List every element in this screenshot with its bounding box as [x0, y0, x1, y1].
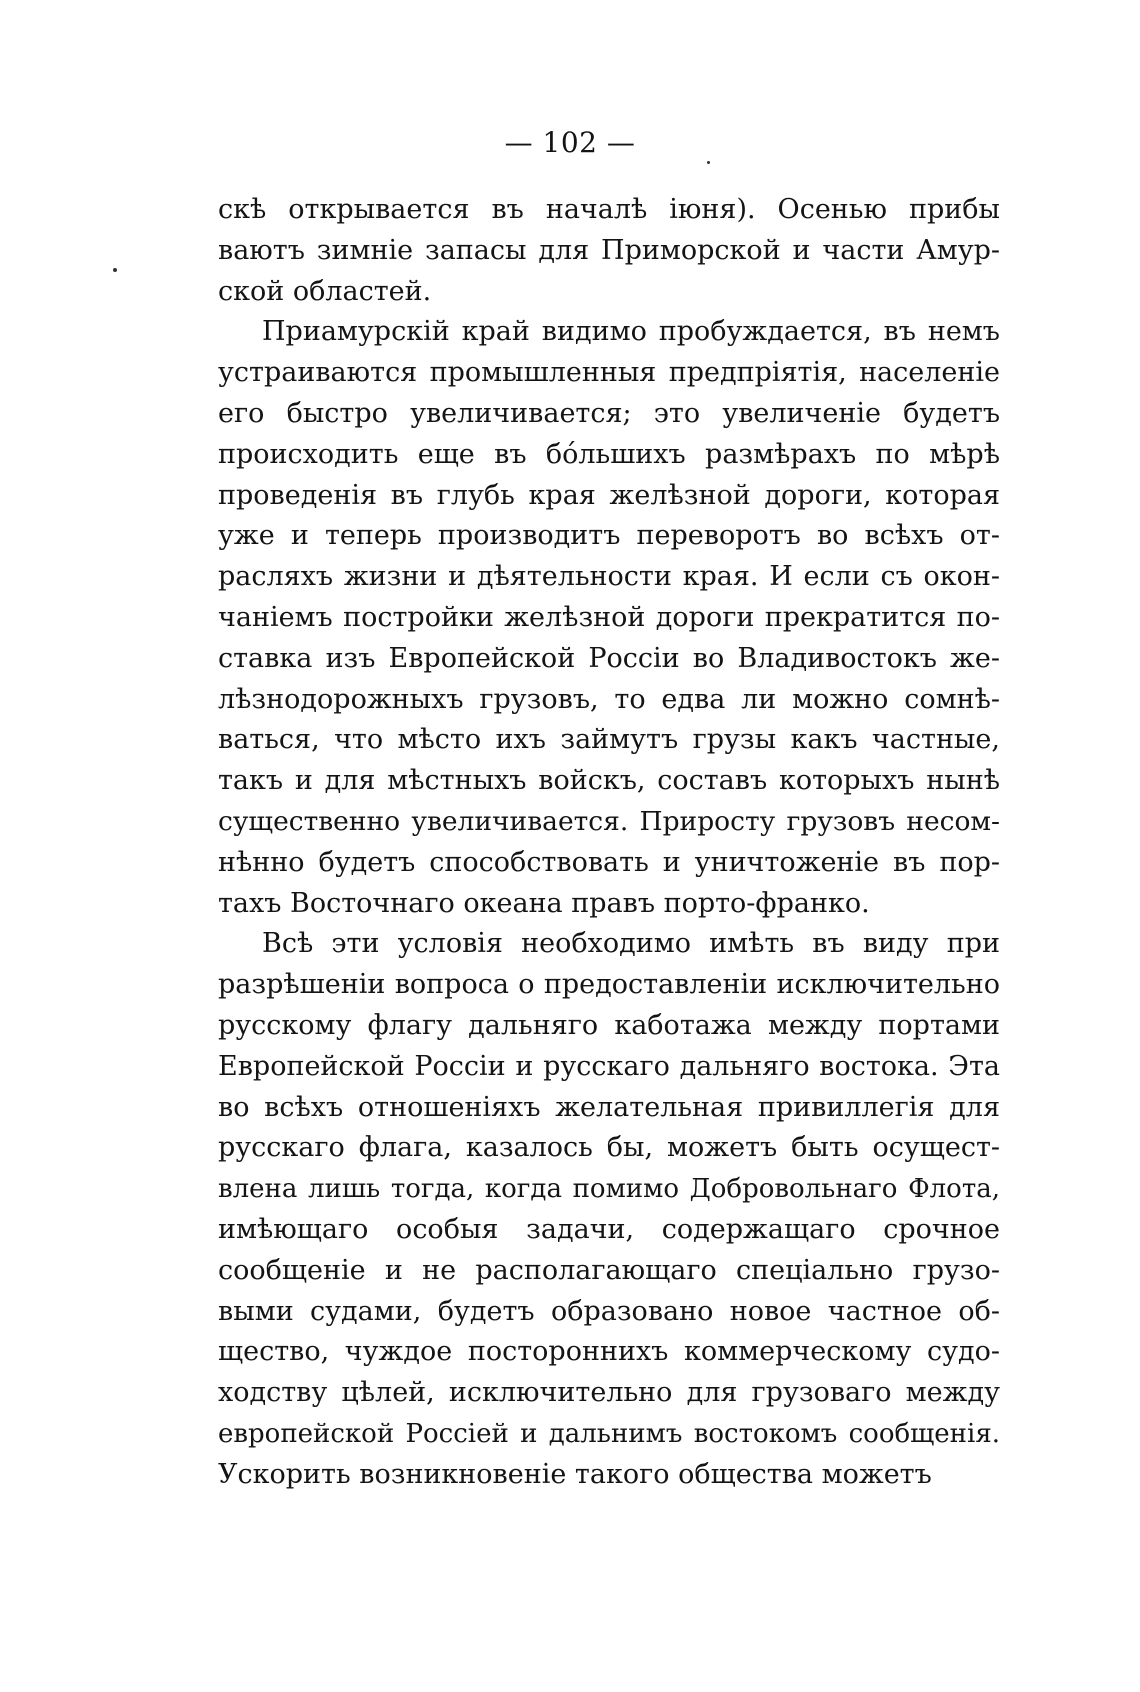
- text-line: расляхъ жизни и дѣятельности края. И если съ окон-: [218, 561, 1000, 593]
- text-line: ской областей.: [218, 275, 432, 307]
- text-line: происходить еще въ бо́льшихъ размѣрахъ по мѣрѣ: [218, 438, 1000, 470]
- text-line: влена лишь тогда, когда помимо Добровольнаго Флота,: [218, 1174, 1000, 1205]
- page-number: — 102 —: [504, 126, 636, 159]
- text-line: выми судами, будетъ образовано новое частное об-: [218, 1295, 1000, 1327]
- text-line: щество, чуждое постороннихъ коммерческому судо-: [218, 1336, 1000, 1368]
- text-line: во всѣхъ отношеніяхъ желательная привиллегія для: [218, 1091, 1000, 1123]
- text-line: Приамурскій край видимо пробуждается, въ немъ: [262, 316, 1000, 348]
- text-line: чаніемъ постройки желѣзной дороги прекратится по-: [218, 601, 1000, 633]
- paragraph: [218, 924, 1000, 1495]
- print-speck: [113, 268, 117, 272]
- text-line: устраиваются промышленныя предпріятія, населеніе: [218, 357, 1000, 389]
- text-line: ходству цѣлей, исключительно для грузоваго между: [218, 1377, 1000, 1409]
- text-line: Ускорить возникновеніе такого общества можетъ: [218, 1458, 932, 1490]
- text-line: сообщеніе и не располагающаго спеціально грузо-: [218, 1254, 1000, 1286]
- text-line: русскому флагу дальняго каботажа между портами: [218, 1009, 1000, 1041]
- text-line: нѣнно будетъ способствовать и уничтоженіе въ пор-: [218, 846, 1000, 878]
- text-line: европейской Россіей и дальнимъ востокомъ сообщенія.: [218, 1418, 1000, 1449]
- paragraph: [218, 190, 1000, 312]
- text-line: русскаго флага, казалось бы, можетъ быть осущест-: [218, 1132, 1000, 1164]
- text-line: лѣзнодорожныхъ грузовъ, то едва ли можно сомнѣ-: [218, 683, 1000, 715]
- text-line: ваться, что мѣсто ихъ займутъ грузы какъ частные,: [218, 724, 1000, 756]
- text-line: его быстро увеличивается; это увеличеніе будетъ: [218, 397, 1000, 429]
- body-text: [218, 190, 1000, 1496]
- text-line: Всѣ эти условія необходимо имѣть въ виду при: [262, 928, 1000, 960]
- text-line: ставка изъ Европейской Россіи во Владивостокъ же-: [218, 642, 1000, 674]
- text-line: ваютъ зимніе запасы для Приморской и части Амур-: [218, 234, 1000, 266]
- text-line: Европейской Россіи и русскаго дальняго востока. Эта: [218, 1050, 1000, 1082]
- text-line: разрѣшеніи вопроса о предоставленіи исключительно: [218, 969, 1000, 1001]
- text-line: уже и теперь производитъ переворотъ во всѣхъ от-: [218, 520, 1000, 552]
- text-line: скѣ открывается въ началѣ іюня). Осенью прибы: [218, 194, 1000, 225]
- text-line: существенно увеличивается. Приросту грузовъ несом-: [218, 805, 1000, 837]
- text-line: такъ и для мѣстныхъ войскъ, составъ которыхъ нынѣ: [218, 765, 1000, 797]
- paragraph: [218, 312, 1000, 924]
- text-line: тахъ Восточнаго океана правъ порто-франко.: [218, 887, 870, 919]
- print-speck: [707, 161, 710, 164]
- text-line: имѣющаго особыя задачи, содержащаго срочное: [218, 1213, 1000, 1245]
- text-line: проведенія въ глубь края желѣзной дороги, которая: [218, 479, 1000, 511]
